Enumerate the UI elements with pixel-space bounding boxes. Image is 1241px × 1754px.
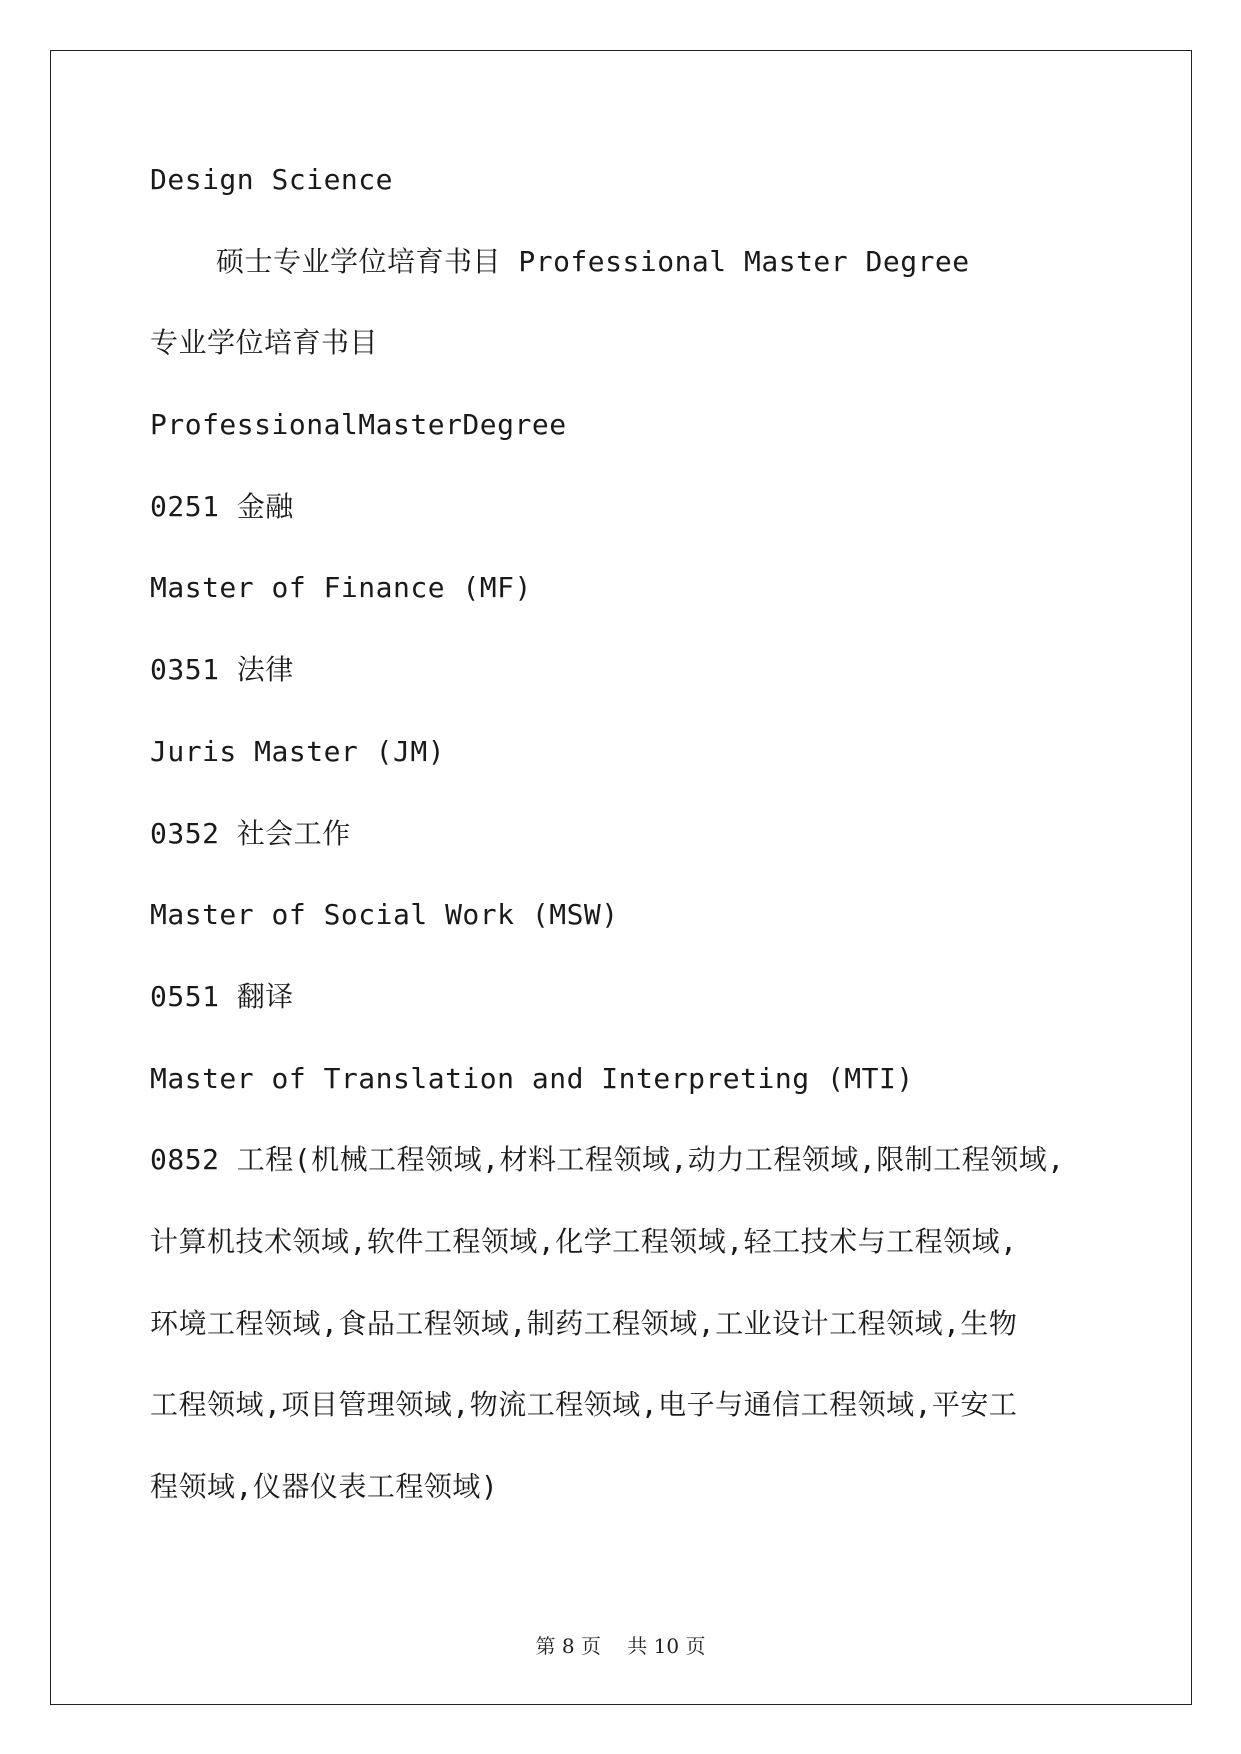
degree-code-line: 0551 翻译 (150, 979, 294, 1013)
text-line: 专业学位培育书目 (150, 326, 379, 360)
text-line: Design Science (150, 163, 394, 196)
text-line: ProfessionalMasterDegree (150, 408, 567, 442)
degree-name-line: Master of Social Work (MSW) (150, 898, 619, 932)
degree-name-line: Juris Master (JM) (150, 734, 446, 768)
engineering-fields-line: 0852 工程(机械工程领域,材料工程领域,动力工程领域,限制工程领域, (150, 1143, 1065, 1177)
engineering-fields-line: 环境工程领域,食品工程领域,制药工程领域,工业设计工程领域,生物 (150, 1306, 1018, 1340)
degree-code-line: 0351 法律 (150, 653, 294, 687)
page-number-footer: 第 8 页 共 10 页 (535, 1634, 706, 1658)
engineering-fields-line: 计算机技术领域,软件工程领域,化学工程领域,轻工技术与工程领域, (150, 1224, 1018, 1258)
degree-name-line: Master of Finance (MF) (150, 571, 532, 605)
engineering-fields-line: 程领域,仪器仪表工程领域) (150, 1470, 499, 1503)
degree-name-line: Master of Translation and Interpreting (MTI) (150, 1061, 914, 1095)
degree-code-line: 0251 金融 (150, 489, 294, 523)
engineering-fields-line: 工程领域,项目管理领域,物流工程领域,电子与通信工程领域,平安工 (150, 1388, 1018, 1422)
document-body (150, 165, 1110, 1554)
degree-code-line: 0352 社会工作 (150, 816, 351, 850)
section-heading: 硕士专业学位培育书目 Professional Master Degree (216, 244, 970, 278)
